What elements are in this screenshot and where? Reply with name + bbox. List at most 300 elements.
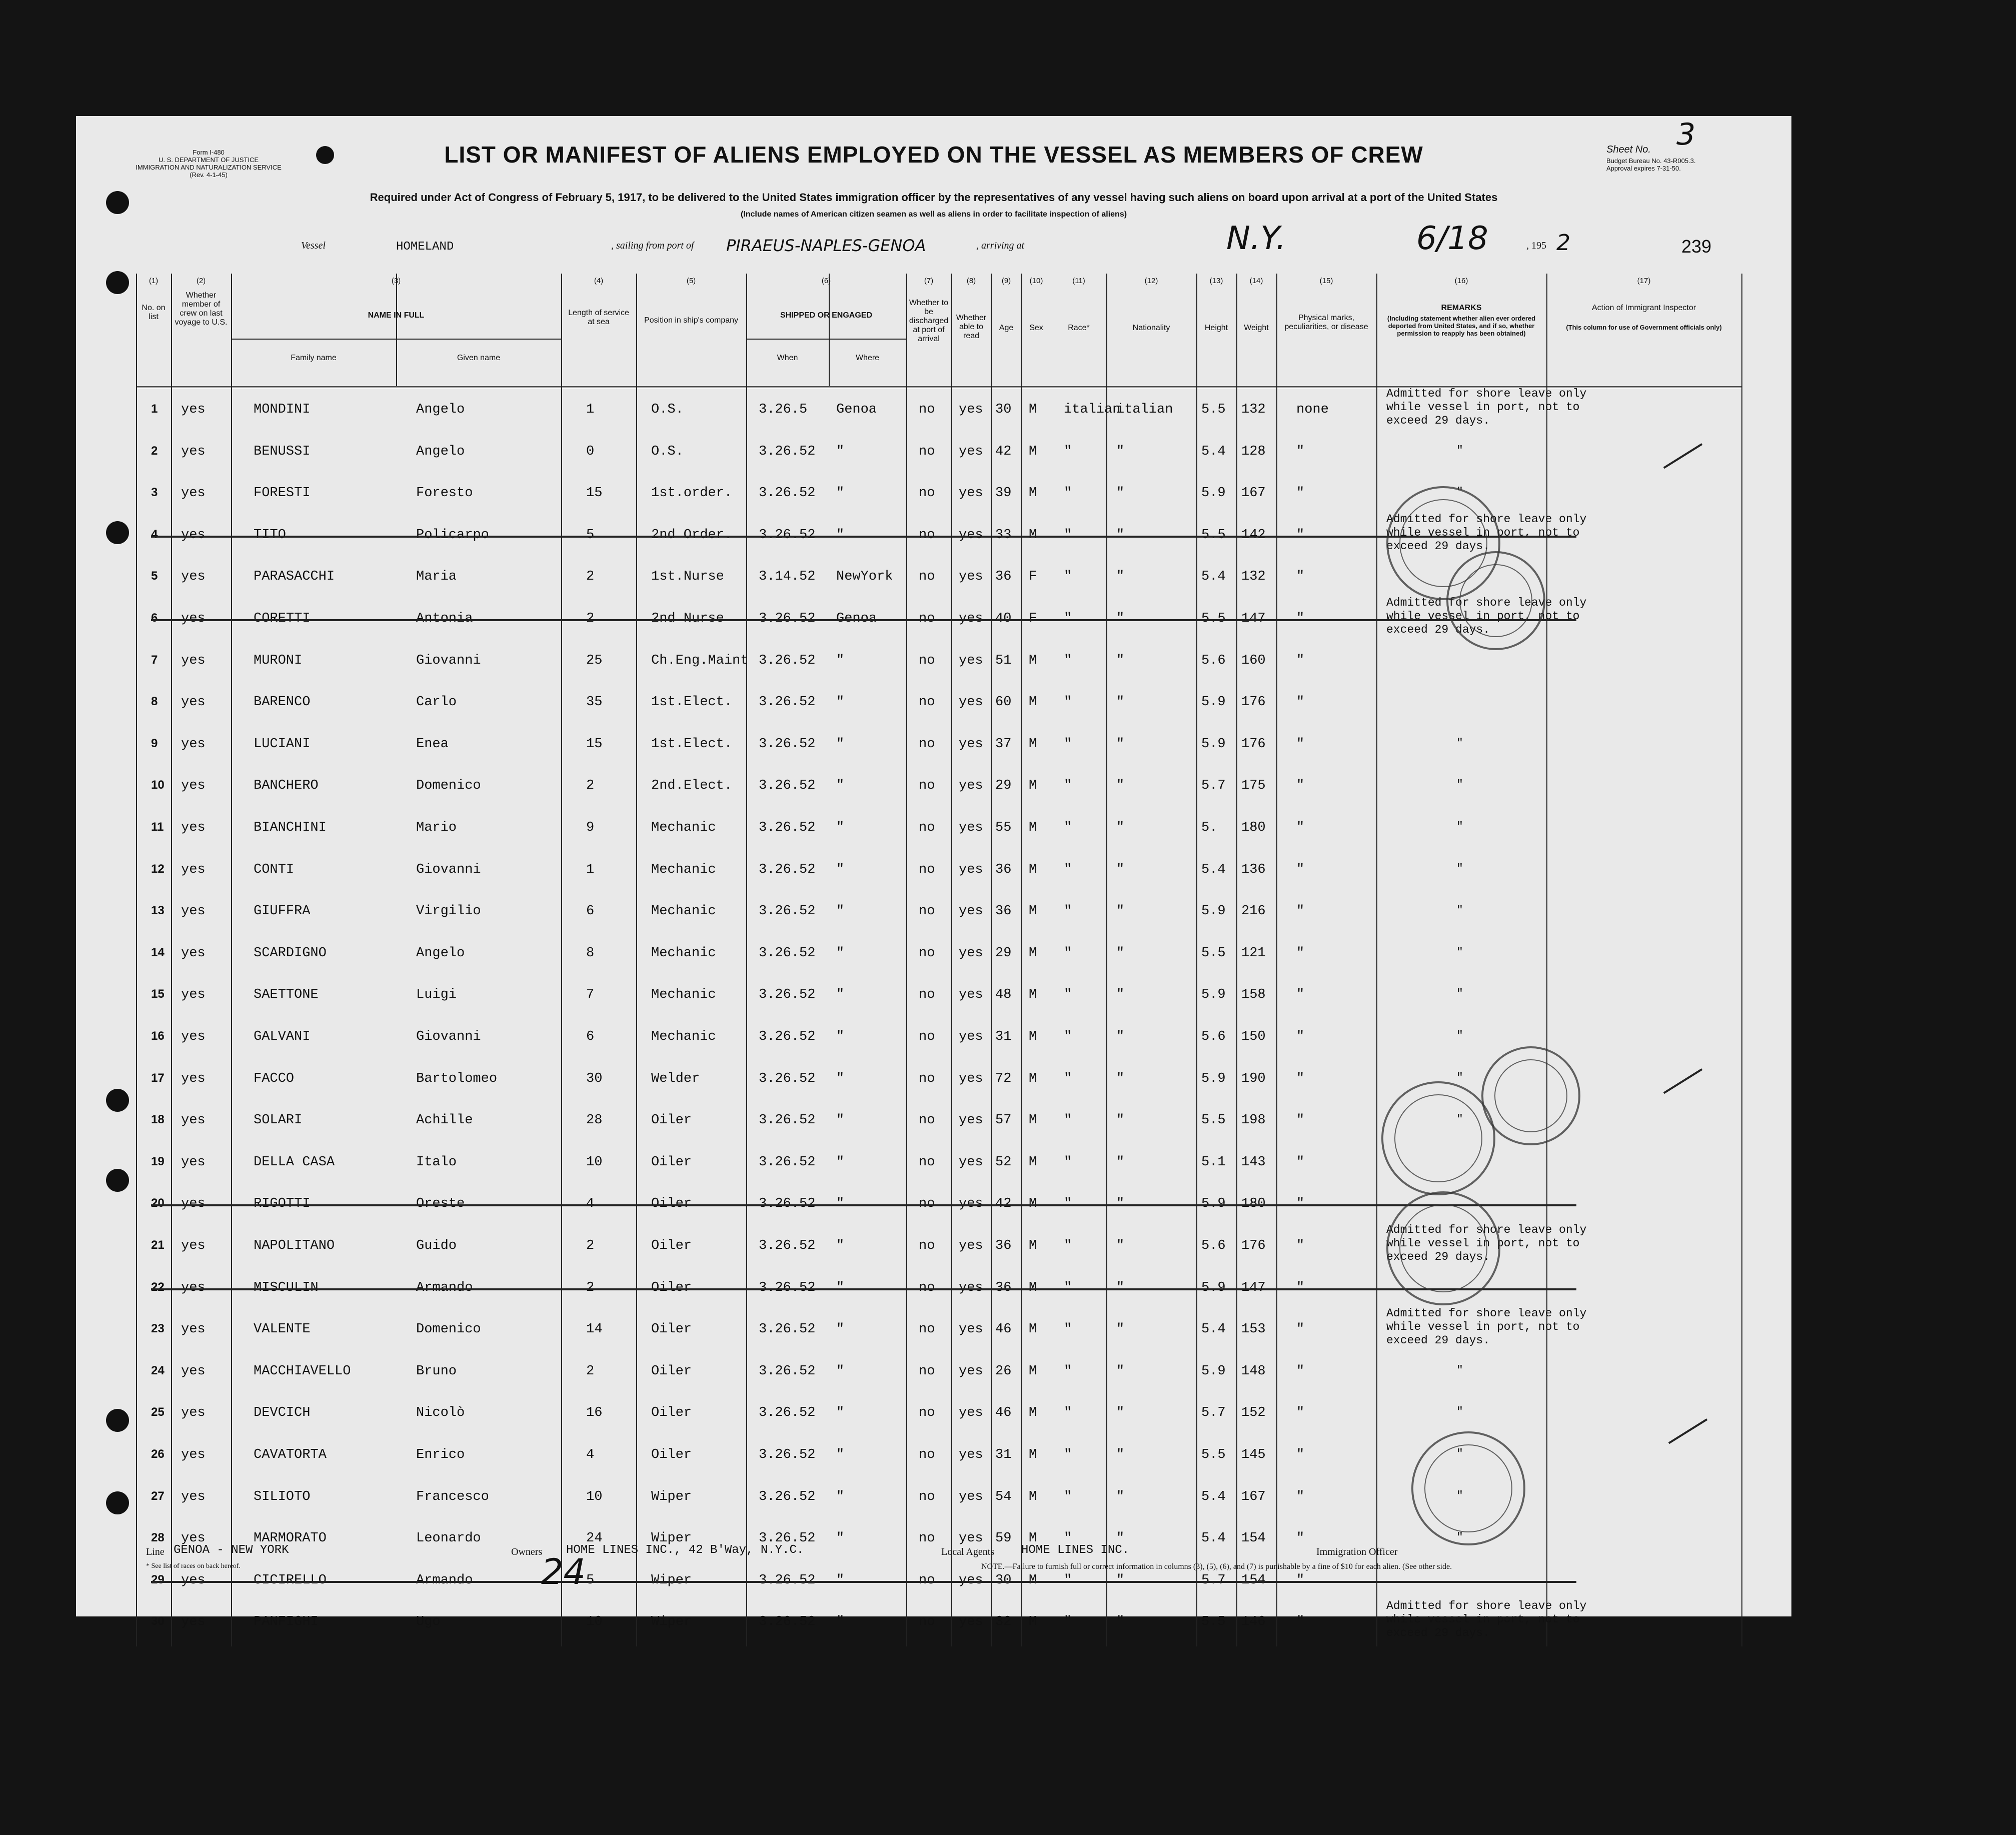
position: 1st.Nurse [651, 569, 724, 585]
remarks: " [1456, 1363, 1463, 1377]
nationality: " [1116, 736, 1125, 752]
weight: 180 [1241, 820, 1266, 835]
service-years: 16 [586, 1405, 603, 1421]
age: 55 [995, 820, 1012, 835]
weight: 121 [1241, 945, 1266, 961]
prev-voyage: yes [181, 611, 206, 626]
service-years: 10 [586, 1489, 603, 1504]
shipped-when: 3.26.52 [759, 945, 816, 961]
service-years: 6 [586, 1029, 595, 1044]
strike-through-line [151, 619, 1576, 621]
page-title: LIST OR MANIFEST OF ALIENS EMPLOYED ON THE VESSEL AS MEMBERS OF CREW [444, 142, 1423, 168]
age: 39 [995, 486, 1012, 501]
service-years: 5 [586, 527, 595, 543]
shipped-when: 3.26.52 [759, 1113, 816, 1128]
punch-hole [106, 271, 129, 294]
race: " [1064, 1322, 1072, 1337]
prev-voyage: yes [181, 1071, 206, 1086]
able-to-read: yes [959, 569, 983, 585]
col-num-2: (2) [196, 277, 206, 285]
shipped-where: " [836, 653, 845, 668]
table-row [136, 1394, 1741, 1429]
height: 5.4 [1201, 862, 1226, 877]
given-name: Maria [416, 569, 457, 585]
table-row [136, 1223, 1741, 1263]
physical-marks: " [1296, 1113, 1305, 1128]
able-to-read: yes [959, 653, 983, 668]
age: 29 [995, 945, 1012, 961]
position: Wiper [651, 1489, 692, 1504]
shipped-where: " [836, 820, 845, 835]
row-number: 22 [151, 1280, 165, 1294]
row-number: 13 [151, 904, 165, 918]
shipped-when: 3.26.52 [759, 904, 816, 919]
age: 57 [995, 1113, 1012, 1128]
position: Mechanic [651, 945, 716, 961]
remarks: Admitted for shore leave only while vessel in port, not to exceed 29 days. [1386, 1223, 1587, 1263]
position: O.S. [651, 402, 684, 417]
sex: M [1029, 1447, 1037, 1462]
shipped-where: " [836, 862, 845, 877]
strike-through-line [151, 536, 1576, 538]
nationality: " [1116, 1196, 1125, 1212]
physical-marks: " [1296, 611, 1305, 626]
given-name: Domenico [416, 778, 481, 794]
col-head-13: Height [1204, 324, 1228, 332]
physical-marks: " [1296, 1196, 1305, 1212]
given-name: Francesco [416, 1489, 489, 1504]
col-head-17: Action of Immigrant Inspector [1591, 304, 1696, 312]
height: 5.5 [1201, 1447, 1226, 1462]
discharged: no [919, 945, 935, 961]
given-name: Policarpo [416, 527, 489, 543]
table-row [136, 1599, 1741, 1640]
shipped-when: 3.26.52 [759, 695, 816, 710]
shipped-when: 3.26.52 [759, 611, 816, 626]
race: " [1064, 862, 1072, 877]
discharged: no [919, 1322, 935, 1337]
race: italian [1064, 402, 1121, 417]
race: " [1064, 569, 1072, 585]
row-number: 29 [151, 1572, 165, 1586]
nationality: " [1116, 527, 1125, 543]
physical-marks: none [1296, 402, 1329, 417]
shipped-where: " [836, 987, 845, 1003]
col-num-13: (13) [1209, 277, 1223, 285]
remarks: " [1456, 1447, 1463, 1460]
shipped-when: 3.26.52 [759, 1029, 816, 1044]
col-head-6: SHIPPED OR ENGAGED [780, 311, 873, 320]
nationality: " [1116, 1154, 1125, 1170]
weight: 176 [1241, 736, 1266, 752]
prev-voyage: yes [181, 1154, 206, 1170]
prev-voyage: yes [181, 402, 206, 417]
position: Mechanic [651, 1029, 716, 1044]
col-head-16a: (Including statement whether alien ever ordered deported from United States, and if so, whether permission to reapply has been obtained) [1387, 315, 1536, 337]
height: 5.9 [1201, 1280, 1226, 1295]
service-years: 1 [586, 402, 595, 417]
family-name: RIGOTTI [254, 1196, 311, 1212]
weight: 150 [1241, 1029, 1266, 1044]
age: 26 [995, 1363, 1012, 1379]
remarks: Admitted for shore leave only while vessel in port, not to exceed 29 days. [1386, 1599, 1587, 1640]
col-head-1: No. on list [142, 304, 166, 321]
nationality: " [1116, 862, 1125, 877]
prev-voyage: yes [181, 820, 206, 835]
position: Oiler [651, 1238, 692, 1253]
col-head-6b: Where [855, 354, 880, 362]
strike-through-line [151, 1204, 1576, 1206]
row-number: 18 [151, 1113, 165, 1127]
remarks: " [1456, 862, 1463, 875]
table-row [136, 1185, 1741, 1220]
shipped-when: 3.26.52 [759, 444, 816, 459]
sex: M [1029, 1322, 1037, 1337]
age: 60 [995, 695, 1012, 710]
remarks: Admitted for shore leave only while vessel in port, not to exceed 29 days. [1386, 512, 1587, 553]
service-years: 2 [586, 611, 595, 626]
required-statement: Required under Act of Congress of February 5, 1917, to be delivered to the United States immigration officer by the representatives of any vessel having such aliens on board upon arrival at a port of the United States [370, 191, 1498, 204]
shipped-where: " [836, 1196, 845, 1212]
height: 5.6 [1201, 1238, 1226, 1253]
prev-voyage: yes [181, 653, 206, 668]
race: " [1064, 1572, 1072, 1588]
family-name: SAETTONE [254, 987, 319, 1003]
given-name: Bruno [416, 1363, 457, 1379]
family-name: BANCHERO [254, 778, 319, 794]
physical-marks: " [1296, 569, 1305, 585]
service-years: 25 [586, 653, 603, 668]
position: Wiper [651, 1614, 692, 1630]
family-name: DELLA CASA [254, 1154, 335, 1170]
table-row [136, 1269, 1741, 1304]
prev-voyage: yes [181, 1447, 206, 1462]
prev-voyage: yes [181, 1196, 206, 1212]
shipped-when: 3.26.52 [759, 778, 816, 794]
sailing-from: PIRAEUS-NAPLES-GENOA [726, 236, 926, 255]
height: 5.6 [1201, 653, 1226, 668]
discharged: no [919, 778, 935, 794]
sex: M [1029, 444, 1037, 459]
col-head-3a: Family name [291, 354, 337, 362]
year-label: , 195 [1526, 240, 1546, 251]
sex: M [1029, 736, 1037, 752]
height: 5.7 [1201, 778, 1226, 794]
family-name: MISCULIN [254, 1280, 319, 1295]
family-name: CORETTI [254, 611, 311, 626]
owners-label: Owners [511, 1546, 543, 1557]
shipped-where: " [836, 1238, 845, 1253]
given-name: Achille [416, 1113, 473, 1128]
shipped-where: " [836, 1572, 845, 1588]
height: 5.5 [1201, 1614, 1226, 1630]
given-name: Ugo [416, 1614, 441, 1630]
remarks: " [1456, 1489, 1463, 1502]
family-name: GALVANI [254, 1029, 311, 1044]
age: 52 [995, 1154, 1012, 1170]
punch-hole [106, 1491, 129, 1514]
discharged: no [919, 527, 935, 543]
weight: 147 [1241, 611, 1266, 626]
sex: F [1029, 611, 1037, 626]
height: 5.6 [1201, 1029, 1226, 1044]
height: 5.9 [1201, 904, 1226, 919]
nationality: " [1116, 1572, 1125, 1588]
row-number: 16 [151, 1029, 165, 1043]
shipped-when: 3.26.52 [759, 1322, 816, 1337]
shipped-when: 3.26.52 [759, 1280, 816, 1295]
given-name: Domenico [416, 1322, 481, 1337]
weight: 190 [1241, 1071, 1266, 1086]
row-number: 8 [151, 695, 158, 709]
races-note: * See list of races on back hereof. [146, 1562, 241, 1570]
nationality: " [1116, 1029, 1125, 1044]
physical-marks: " [1296, 1489, 1305, 1504]
age: 40 [995, 611, 1012, 626]
physical-marks: " [1296, 1238, 1305, 1253]
family-name: CONTI [254, 862, 295, 877]
age: 46 [995, 1405, 1012, 1421]
table-row [136, 935, 1741, 970]
position: 2nd Nurse [651, 611, 724, 626]
row-number: 15 [151, 987, 165, 1001]
race: " [1064, 527, 1072, 543]
row-number: 11 [151, 820, 164, 834]
physical-marks: " [1296, 1572, 1305, 1588]
age: 32 [995, 1614, 1012, 1630]
family-name: SOLARI [254, 1113, 303, 1128]
given-name: Enea [416, 736, 449, 752]
given-name: Angelo [416, 945, 465, 961]
able-to-read: yes [959, 486, 983, 501]
sex: M [1029, 778, 1037, 794]
revision: (Rev. 4-1-45) [190, 171, 228, 179]
officer-label: Immigration Officer [1316, 1546, 1398, 1557]
weight: 198 [1241, 1113, 1266, 1128]
nationality: " [1116, 611, 1125, 626]
sex: M [1029, 1405, 1037, 1421]
shipped-where: " [836, 1614, 845, 1630]
service-years: 9 [586, 820, 595, 835]
shipped-where: " [836, 444, 845, 459]
row-number: 17 [151, 1071, 165, 1085]
able-to-read: yes [959, 1531, 983, 1546]
position: Mechanic [651, 820, 716, 835]
service-years: 2 [586, 1238, 595, 1253]
nationality: " [1116, 1071, 1125, 1086]
col-num-6: (6) [821, 277, 831, 285]
family-name: SCARDIGNO [254, 945, 327, 961]
service-years: 4 [586, 1447, 595, 1462]
row-number: 24 [151, 1363, 165, 1377]
include-note: (Include names of American citizen seamen as well as aliens in order to facilitate inspection of aliens) [740, 210, 1127, 219]
col-head-8: Whether able to read [956, 314, 987, 340]
col-num-3: (3) [391, 277, 401, 285]
race: " [1064, 1029, 1072, 1044]
family-name: PANFIGHI [254, 1614, 319, 1630]
shipped-when: 3.26.52 [759, 486, 816, 501]
prev-voyage: yes [181, 1113, 206, 1128]
col-head-3: NAME IN FULL [368, 311, 425, 320]
weight: 128 [1241, 444, 1266, 459]
discharged: no [919, 1154, 935, 1170]
given-name: Guido [416, 1238, 457, 1253]
prev-voyage: yes [181, 1531, 206, 1546]
race: " [1064, 820, 1072, 835]
discharged: no [919, 820, 935, 835]
penalty-note: NOTE.—Failure to furnish full or correct information in columns (3), (5), (6), and (7) is punishable by a fine of $10 for each alien. (See other side. [981, 1562, 1452, 1571]
sex: M [1029, 1029, 1037, 1044]
service-years: 4 [586, 1196, 595, 1212]
service-years: 1 [586, 862, 595, 877]
table-row [136, 684, 1741, 719]
owners-value: HOME LINES INC., 42 B'Way, N.Y.C. [566, 1543, 804, 1557]
sex: M [1029, 1113, 1037, 1128]
sex: M [1029, 1071, 1037, 1086]
able-to-read: yes [959, 1363, 983, 1379]
race: " [1064, 904, 1072, 919]
table-row [136, 433, 1741, 468]
nationality: " [1116, 1363, 1125, 1379]
given-name: Virgilio [416, 904, 481, 919]
age: 31 [995, 1447, 1012, 1462]
age: 37 [995, 736, 1012, 752]
nationality: " [1116, 1238, 1125, 1253]
nationality: " [1116, 778, 1125, 794]
given-name: Giovanni [416, 1029, 481, 1044]
prev-voyage: yes [181, 527, 206, 543]
given-name: Enrico [416, 1447, 465, 1462]
service-years: 15 [586, 486, 603, 501]
service-years: 7 [586, 987, 595, 1003]
physical-marks: " [1296, 862, 1305, 877]
discharged: no [919, 1280, 935, 1295]
sex: M [1029, 1196, 1037, 1212]
sex: F [1029, 569, 1037, 585]
physical-marks: " [1296, 1029, 1305, 1044]
shipped-where: " [836, 1029, 845, 1044]
remarks: " [1456, 1405, 1463, 1419]
able-to-read: yes [959, 1572, 983, 1588]
weight: 154 [1241, 1531, 1266, 1546]
table-row [136, 809, 1741, 844]
row-number: 25 [151, 1405, 165, 1419]
shipped-where: " [836, 1322, 845, 1337]
able-to-read: yes [959, 1113, 983, 1128]
position: Mechanic [651, 987, 716, 1003]
physical-marks: " [1296, 1363, 1305, 1379]
sex: M [1029, 527, 1037, 543]
position: Wiper [651, 1531, 692, 1546]
col-head-12: Nationality [1132, 324, 1170, 332]
shipped-where: " [836, 1447, 845, 1462]
physical-marks: " [1296, 1154, 1305, 1170]
approval-expiry: Approval expires 7-31-50. [1606, 165, 1681, 172]
physical-marks: " [1296, 904, 1305, 919]
nationality: " [1116, 444, 1125, 459]
discharged: no [919, 987, 935, 1003]
height: 5.9 [1201, 1363, 1226, 1379]
agents-value: HOME LINES INC. [1021, 1543, 1130, 1557]
table-row [136, 1144, 1741, 1179]
family-name: FACCO [254, 1071, 295, 1086]
col-head-10: Sex [1029, 324, 1043, 332]
position: Oiler [651, 1405, 692, 1421]
nationality: " [1116, 820, 1125, 835]
position: Oiler [651, 1113, 692, 1128]
prev-voyage: yes [181, 736, 206, 752]
discharged: no [919, 1614, 935, 1630]
service-years: 14 [586, 1322, 603, 1337]
physical-marks: " [1296, 945, 1305, 961]
table-row [136, 1353, 1741, 1388]
sailing-label: , sailing from port of [611, 240, 694, 251]
shipped-when: 3.26.52 [759, 1071, 816, 1086]
discharged: no [919, 1572, 935, 1588]
family-name: BARENCO [254, 695, 311, 710]
shipped-when: 3.26.52 [759, 1405, 816, 1421]
shipped-when: 3.26.52 [759, 1531, 816, 1546]
race: " [1064, 444, 1072, 459]
weight: 160 [1241, 653, 1266, 668]
shipped-when: 3.26.52 [759, 1614, 816, 1630]
age: 36 [995, 1238, 1012, 1253]
age: 36 [995, 862, 1012, 877]
given-name: Luigi [416, 987, 457, 1003]
remarks: Admitted for shore leave only while vessel in port, not to exceed 29 days. [1386, 387, 1587, 427]
given-name: Angelo [416, 402, 465, 417]
shipped-where: " [836, 1113, 845, 1128]
race: " [1064, 1363, 1072, 1379]
able-to-read: yes [959, 778, 983, 794]
position: 1st.Elect. [651, 736, 733, 752]
col-head-6a: When [777, 354, 798, 362]
family-name: FORESTI [254, 486, 311, 501]
age: 29 [995, 778, 1012, 794]
crew-count: 24 [541, 1551, 586, 1592]
discharged: no [919, 444, 935, 459]
shipped-when: 3.26.52 [759, 1238, 816, 1253]
service-years: 30 [586, 1071, 603, 1086]
able-to-read: yes [959, 1071, 983, 1086]
race: " [1064, 486, 1072, 501]
weight: 142 [1241, 527, 1266, 543]
family-name: CAVATORTA [254, 1447, 327, 1462]
height: 5.5 [1201, 1113, 1226, 1128]
shipped-where: " [836, 1280, 845, 1295]
able-to-read: yes [959, 736, 983, 752]
line-label: Line [146, 1546, 165, 1557]
family-name: MURONI [254, 653, 303, 668]
sex: M [1029, 402, 1037, 417]
table-row [136, 512, 1741, 553]
given-name: Mario [416, 820, 457, 835]
year-digit: 2 [1556, 230, 1570, 256]
physical-marks: " [1296, 1280, 1305, 1295]
weight: 176 [1241, 695, 1266, 710]
physical-marks: " [1296, 1405, 1305, 1421]
prev-voyage: yes [181, 444, 206, 459]
prev-voyage: yes [181, 945, 206, 961]
service-years: 2 [586, 1280, 595, 1295]
strike-through-line [151, 1581, 1576, 1583]
race: " [1064, 945, 1072, 961]
race: " [1064, 695, 1072, 710]
remarks: " [1456, 778, 1463, 792]
able-to-read: yes [959, 611, 983, 626]
consulate-stamp [1381, 1081, 1495, 1195]
height: 5.4 [1201, 1489, 1226, 1504]
